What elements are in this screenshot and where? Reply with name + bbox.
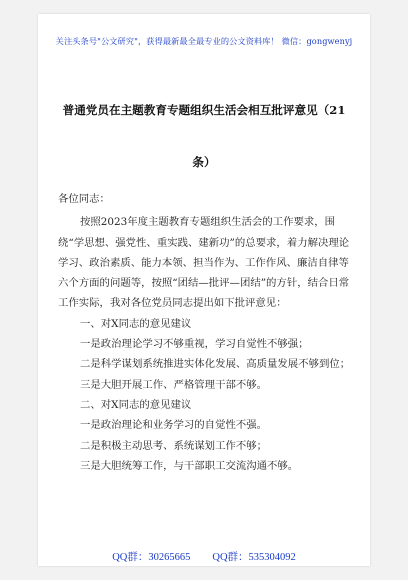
title-line-1: 普通党员在主题教育专题组织生活会相互批评意见（21 [62, 103, 346, 117]
list-item: 一是政治理论学习不够重视，学习自觉性不够强； [80, 338, 309, 351]
list-item: 三是大胆开展工作、严格管理干部不够。 [80, 378, 268, 391]
title-line-2: 条） [192, 155, 216, 169]
section-heading-1: 一、对X同志的意见建议 [80, 317, 192, 330]
footer-contacts [38, 549, 370, 564]
list-item: 一是政治理论和业务学习的自觉性不强。 [80, 419, 268, 432]
salutation: 各位同志： [58, 193, 110, 205]
list-item: 三是大胆统筹工作，与干部职工交流沟通不够。 [80, 459, 299, 472]
footer-qq-group-2: QQ群：535304092 [212, 552, 296, 563]
list-item: 二是科学谋划系统推进实体化发展、高质量发展不够到位； [80, 358, 351, 371]
document-body [58, 189, 354, 476]
section-heading-2: 二、对X同志的意见建议 [80, 398, 192, 411]
intro-paragraph: 按照2023年度主题教育专题组织生活会的工作要求，围绕“学思想、强党性、重实践、建新功”的总要求，着力解决理论学习、政治素质、能力本领、担当作为、工作作风、廉洁自律等六个方面的问题等，按照“团结—批评—团结”的方针，结合日常工作实际，我对各位党员同志提出如下批评意见： [58, 216, 350, 310]
header-banner: 关注头条号"公文研究"，获得最新最全最专业的公文资料库！ 微信：gongwenyj [55, 36, 353, 46]
list-item: 二是积极主动思考、系统谋划工作不够； [80, 439, 268, 452]
footer-qq-group-1: QQ群：30265665 [112, 552, 191, 563]
document-page [38, 14, 370, 566]
document-title [52, 84, 356, 188]
